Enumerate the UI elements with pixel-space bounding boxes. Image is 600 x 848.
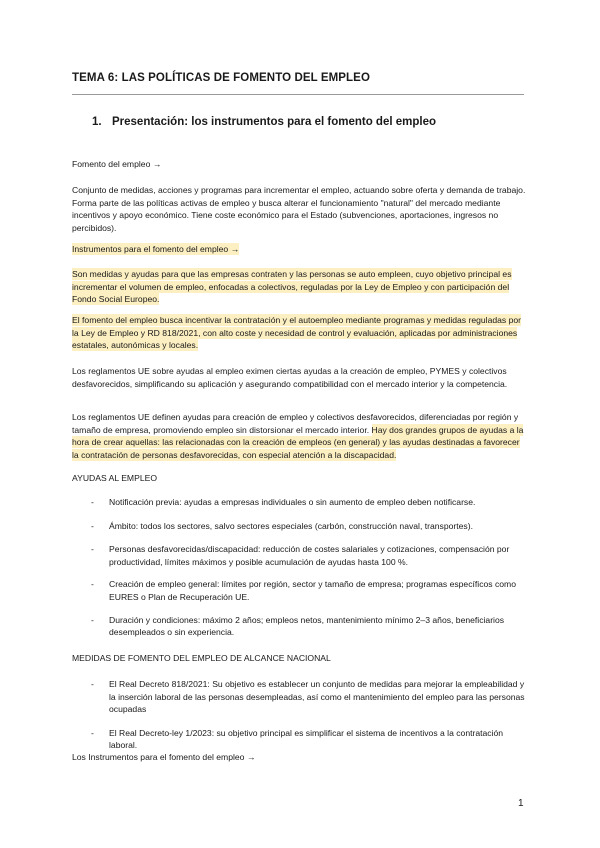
paragraph-medidas-ayudas [72,268,528,306]
bullet-marker: - [91,614,94,625]
bullet-marker: - [91,727,94,738]
bullet-marker: - [91,579,94,590]
highlighted-text: Hay dos grandes grupos de ayudas a la hora de crear aquellas: las relacionadas con la creación de empleos (en general) y las ayudas destinadas a favorecer la contratación de personas desfavorecidas, con especial atención a la discapacidad. [72,424,524,460]
paragraph-fomento-objetivo [72,314,528,352]
list-item-text: El Real Decreto-ley 1/2023: su objetivo principal es simplificar el sistema de incentivos a la contratación laboral. [109,727,504,751]
medidas-list [72,678,528,752]
bullet-marker: - [91,520,94,531]
paragraph-text: Los reglamentos UE definen ayudas para creación de empleo y colectivos desfavorecidos, diferenciadas por región y tamaño de empresa, promoviendo empleo sin distorsionar el mercado interior. [72,412,519,435]
paragraph-reglamentos-definen [72,411,528,461]
page-number: 1 [518,798,524,809]
list-item-text: Personas desfavorecidas/discapacidad: reducción de costes salariales y cotizaciones, compensación por productividad, límites máximos y posible acumulación de ayudas hasta 100 %. [109,544,510,567]
bullet-marker: - [91,544,94,555]
paragraph-instrumentos-label [72,243,528,256]
highlighted-text: Instrumentos para el fomento del empleo → [72,244,240,254]
section-heading [92,116,436,128]
paragraph-reglamentos-eximen: Los reglamentos UE sobre ayudas al empleo eximen ciertas ayudas a la creación de empleo, PYMES y colectivos desfavorecidos, simplificando su aplicación y asegurando compatibilidad con el mercado interior y la competencia. [72,366,508,389]
list-item-text: Duración y condiciones: máximo 2 años; empleos netos, mantenimiento mínimo 2–3 años, beneficiarios desempleados o sin experiencia. [109,614,505,638]
highlighted-text: El fomento del empleo busca incentivar la contratación y el autoempleo mediante programas y medidas reguladas por la Ley de Empleo y RD 818/2021, con alto coste y necesidad de control y evaluación, aplicadas por administraciones estatales, autonómicas y locales. [72,315,522,351]
list-item-text: Ámbito: todos los sectores, salvo sectores especiales (carbón, construcción naval, transportes). [109,520,473,531]
section-title: Presentación: los instrumentos para el fomento del empleo [112,116,436,128]
title-divider [72,94,524,95]
list-item [72,678,528,716]
document-title: TEMA 6: LAS POLÍTICAS DE FOMENTO DEL EMPLEO [72,72,370,84]
list-item-text: Notificación previa: ayudas a empresas individuales o sin aumento de empleo deben notificarse. [109,497,476,507]
medidas-heading: MEDIDAS DE FOMENTO DEL EMPLEO DE ALCANCE NACIONAL [72,653,331,663]
list-item-text: Creación de empleo general: límites por región, sector y tamaño de empresa; programas específicos como EURES o Plan de Recuperación UE. [109,579,516,602]
paragraph-instrumentos-footer: Los Instrumentos para el fomento del empleo → [72,752,256,762]
list-item [72,614,528,639]
bullet-marker: - [91,497,94,507]
highlighted-text: Son medidas y ayudas para que las empresas contraten y las personas se auto empleen, cuyo objetivo principal es incrementar el volumen de empleo, enfocadas a colectivos, reguladas por la Ley de Empleo y con participación del Fondo Social Europeo. [72,269,512,305]
list-item [72,520,528,533]
section-number: 1. [92,116,102,128]
bullet-marker: - [91,679,94,689]
list-item [72,543,528,568]
ayudas-heading: AYUDAS AL EMPLEO [72,473,158,483]
list-item-text: El Real Decreto 818/2021: Su objetivo es establecer un conjunto de medidas para mejorar la empleabilidad y la inserción laboral de las personas desempleadas, así como el mantenimiento del empleo para las personas ocupadas [109,679,525,715]
list-item [72,727,528,752]
ayudas-list [72,496,528,639]
paragraph-definition: Conjunto de medidas, acciones y programas para incrementar el empleo, actuando sobre oferta y demanda de trabajo. Forma parte de las políticas activas de empleo y busca alterar el funcionamiento "natural" del mercado mediante incentivos y apoyo económico. Tiene coste económico para el Estado (subvenciones, aportaciones, ingresos no percibidos). [72,185,526,233]
list-item [72,496,528,509]
list-item [72,578,528,603]
paragraph-fomento-label: Fomento del empleo → [72,159,162,169]
